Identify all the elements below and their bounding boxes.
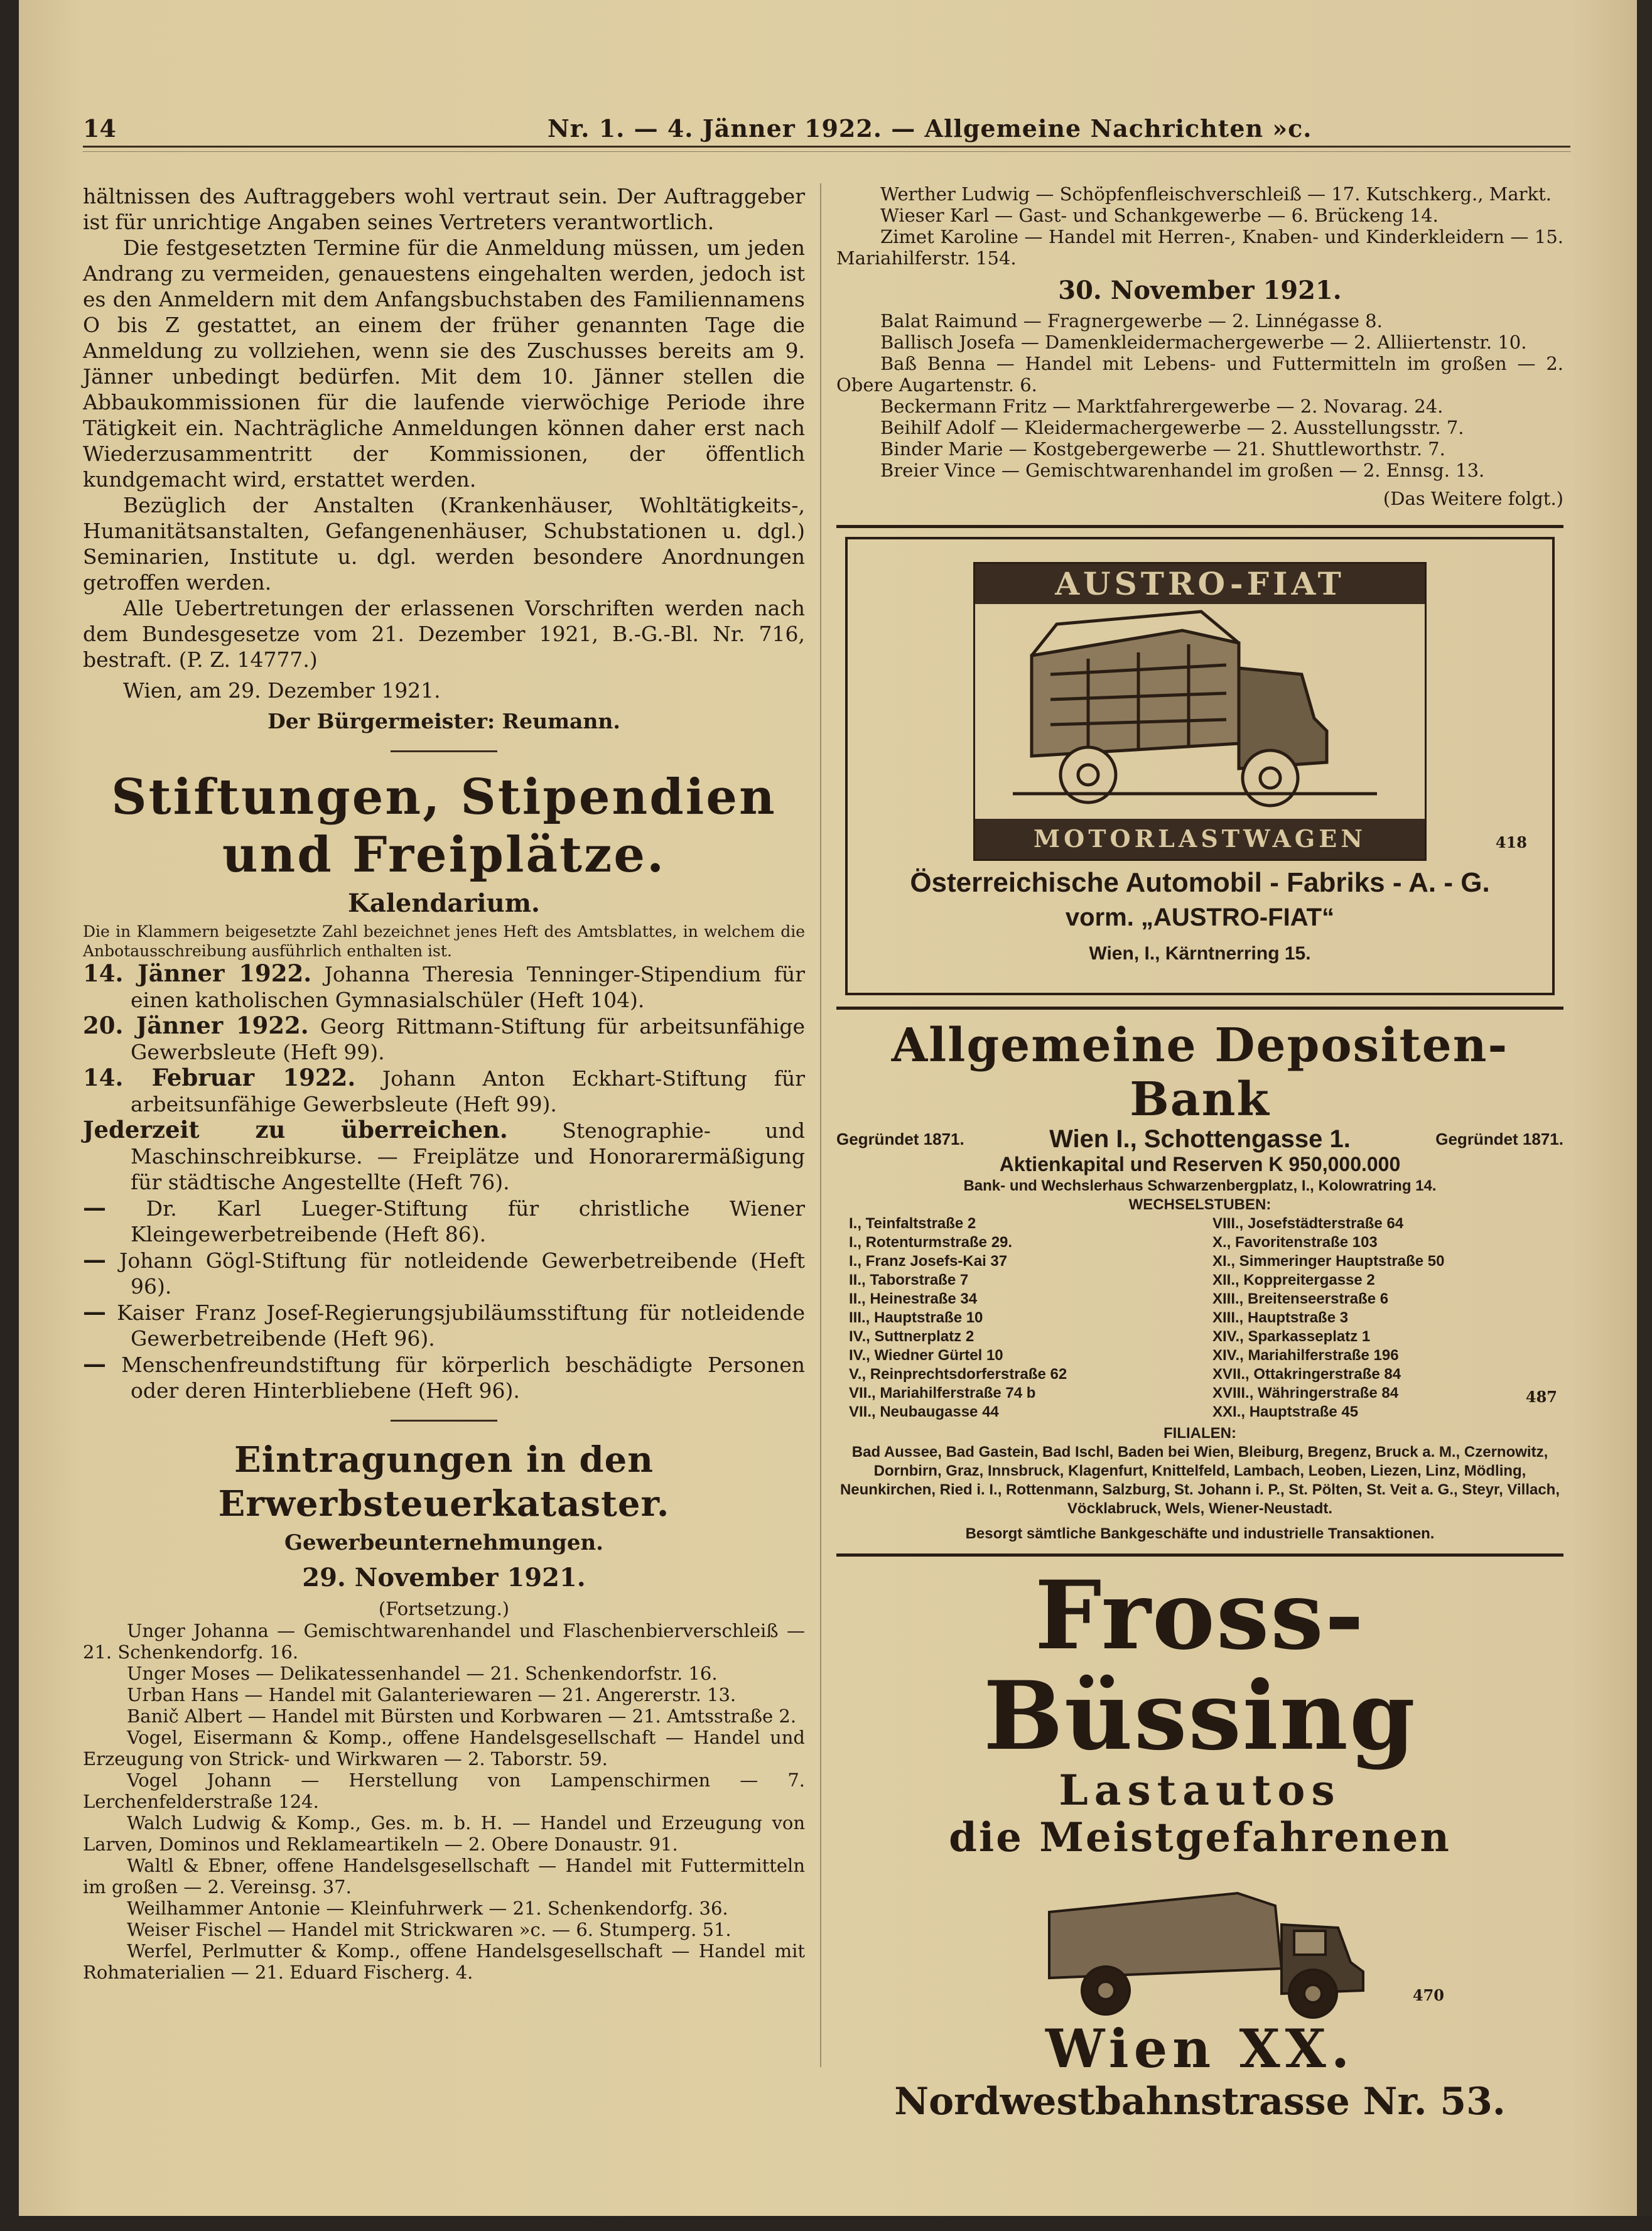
fiat-company: Österreichische Automobil - Fabriks - A. - G. xyxy=(910,867,1490,898)
register-entry: Zimet Karoline — Handel mit Herren-, Knaben- und Kinderkleidern — 15. Mariahilferstr. 154. xyxy=(836,226,1563,269)
wechselstuben-right xyxy=(1200,1214,1563,1422)
entry-text: Kaiser Franz Josef-Regierungsjubiläumsstiftung für notleidende Gewerbetreibende (Heft 96). xyxy=(117,1300,805,1351)
kalendarium-entry xyxy=(83,1299,805,1351)
fiat-brand-band: AUSTRO-FIAT xyxy=(975,564,1425,604)
filialen-list: Bad Aussee, Bad Gastein, Bad Ischl, Baden bei Wien, Bleiburg, Bregenz, Bruck a. M., Czernowitz, Dornbirn, Graz, Innsbruck, Klagenfurt, Knittelfeld, Lambach, Leoben, Liezen, Linz, Mödling, Neunkirchen, Ried i. I., Rottenmann, Salzburg, St. Johann i. P., St. Pölten, St. Veit a. G., Steyr, Villach, Vöcklabruck, Wels, Wiener-Neustadt. xyxy=(839,1444,1560,1517)
bank-founded-right: Gegründet 1871. xyxy=(1435,1130,1563,1148)
register-entry: Vogel Johann — Herstellung von Lampenschirmen — 7. Lerchenfelderstraße 124. xyxy=(83,1769,805,1812)
place-date: Wien, am 29. Dezember 1921. xyxy=(123,678,441,703)
entry-text: Johanna Theresia Tenninger-Stipendium für einen katholischen Gymnasialschüler (Heft 104). xyxy=(131,962,805,1012)
scan-border-left xyxy=(0,0,19,2231)
entry-date: Jederzeit zu überreichen. xyxy=(83,1116,508,1143)
truck-illustration-icon xyxy=(975,605,1421,819)
register-entry: Waltl & Ebner, offene Handelsgesellschaft — Handel mit Futtermitteln im großen — 2. Vereinsg. 37. xyxy=(83,1855,805,1898)
wechselstube-item: XIV., Sparkasseplatz 1 xyxy=(1212,1328,1371,1345)
register-list-top xyxy=(836,183,1563,269)
bank-address: Wien I., Schottengasse 1. xyxy=(1049,1125,1351,1153)
ad-number: 418 xyxy=(1495,833,1527,851)
wechselstube-item: XII., Koppreitergasse 2 xyxy=(1212,1272,1375,1288)
kalendarium-entry xyxy=(83,1351,805,1403)
register-entry: Beihilf Adolf — Kleidermachergewerbe — 2. Ausstellungsstr. 7. xyxy=(880,417,1464,438)
fross-title: Fross-Büssing xyxy=(983,1560,1417,1771)
wechselstube-item: IV., Suttnerplatz 2 xyxy=(849,1328,974,1345)
stiftungen-heading: Stiftungen, Stipendien und Freiplätze. xyxy=(111,769,777,883)
wechselstube-item: XXI., Hauptstraße 45 xyxy=(1212,1403,1359,1420)
wechselstube-item: XI., Simmeringer Hauptstraße 50 xyxy=(1212,1253,1445,1270)
kalendarium-heading: Kalendarium. xyxy=(348,889,540,918)
fross-city: Wien XX. xyxy=(1045,2018,1355,2080)
column-divider xyxy=(820,183,821,2067)
left-column xyxy=(83,183,805,1983)
register-entry: Werfel, Perlmutter & Komp., offene Handelsgesellschaft — Handel mit Rohmaterialien — 21. Eduard Fischerg. 4. xyxy=(83,1940,805,1983)
wechselstube-item: VII., Mariahilferstraße 74 b xyxy=(849,1385,1036,1402)
entry-text: Dr. Karl Lueger-Stiftung für christliche Wiener Kleingewerbetreibende (Heft 86). xyxy=(131,1196,805,1246)
kalendarium-note: Die in Klammern beigesetzte Zahl bezeichnet jenes Heft des Amtsblattes, in welchem die Anbotausschreibung ausführlich enthalten ist. xyxy=(83,922,805,960)
wechselstuben-list xyxy=(836,1214,1563,1422)
right-column xyxy=(836,183,1563,2124)
wechselstube-item: XVII., Ottakringerstraße 84 xyxy=(1212,1366,1401,1383)
register-entry: Urban Hans — Handel mit Galanteriewaren — 21. Angererstr. 13. xyxy=(127,1684,737,1705)
date-heading-29: 29. November 1921. xyxy=(302,1563,586,1592)
wechselstuben-left xyxy=(836,1214,1200,1422)
truck-photo-icon xyxy=(1012,1868,1388,2019)
register-entry: Werther Ludwig — Schöpfenfleischverschleiß — 17. Kutschkerg., Markt. xyxy=(880,183,1552,205)
kalendarium-entry xyxy=(83,1065,805,1117)
running-title: Nr. 1. — 4. Jänner 1922. — Allgemeine Nachrichten »c. xyxy=(548,114,1312,143)
register-entry: Baß Benna — Handel mit Lebens- und Futtermitteln im großen — 2. Obere Augartenstr. 6. xyxy=(836,353,1563,396)
signature: Der Bürgermeister: Reumann. xyxy=(267,709,620,733)
scan-border-bottom xyxy=(0,2216,1652,2231)
wechselstube-item: IV., Wiedner Gürtel 10 xyxy=(849,1347,1003,1364)
fross-lastautos: Lastautos xyxy=(1059,1766,1341,1815)
bank-address-line xyxy=(836,1126,1563,1152)
entry-text: Johann Anton Eckhart-Stiftung für arbeitsunfähige Gewerbsleute (Heft 99). xyxy=(131,1066,805,1116)
ad-rule xyxy=(836,1553,1563,1557)
entry-date: 14. Februar 1922. xyxy=(83,1064,356,1091)
page-number: 14 xyxy=(83,114,116,143)
register-entry: Beckermann Fritz — Marktfahrergewerbe — 2. Novarag. 24. xyxy=(880,396,1444,417)
ad-number: 470 xyxy=(1412,1986,1444,2004)
register-entry: Wieser Karl — Gast- und Schankgewerbe — 6. Brückeng 14. xyxy=(880,205,1439,226)
wechselstube-item: VIII., Josefstädterstraße 64 xyxy=(1212,1215,1404,1232)
entry-text: Stenographie- und Maschinschreibkurse. — Freiplätze und Honorarermäßigung für städtische Angestellte (Heft 76). xyxy=(131,1118,805,1194)
register-entry: Breier Vince — Gemischtwarenhandel im großen — 2. Ennsg. 13. xyxy=(880,460,1485,481)
kalendarium-entry xyxy=(83,1013,805,1065)
wechselstuben-title: WECHSELSTUBEN: xyxy=(1128,1196,1271,1213)
register-entry: Balat Raimund — Fragnergewerbe — 2. Linnégasse 8. xyxy=(880,310,1383,332)
entry-date: 20. Jänner 1922. xyxy=(83,1012,309,1039)
kalendarium-entry xyxy=(83,1117,805,1195)
entry-date: 14. Jänner 1922. xyxy=(83,959,312,987)
entry-date: — xyxy=(83,1350,106,1378)
date-heading-30: 30. November 1921. xyxy=(1058,276,1342,305)
register-entry: Weilhammer Antonie — Kleinfuhrwerk — 21. Schenkendorfg. 36. xyxy=(127,1898,728,1919)
fross-meistgefahrenen: die Meistgefahrenen xyxy=(949,1814,1451,1861)
wechselstube-item: V., Reinprechtsdorferstraße 62 xyxy=(849,1366,1067,1383)
wechselstube-item: XIV., Mariahilferstraße 196 xyxy=(1212,1347,1399,1364)
bank-name: Allgemeine Depositen-Bank xyxy=(891,1018,1509,1126)
intro-paragraph: Alle Uebertretungen der erlassenen Vorschriften werden nach dem Bundesgesetze vom 21. Dezember 1921, B.-G.-Bl. Nr. 716, bestraft. (P. Z. 14777.) xyxy=(83,596,805,672)
register-entry: Unger Johanna — Gemischtwarenhandel und Flaschenbierverschleiß — 21. Schenkendorfg. 16. xyxy=(83,1620,805,1663)
kalendarium-entry xyxy=(83,961,805,1013)
scan-border-right xyxy=(1637,0,1652,2231)
fortsetzung: (Fortsetzung.) xyxy=(378,1598,510,1619)
wechselstube-item: I., Rotenturmstraße 29. xyxy=(849,1234,1013,1251)
fiat-bottom-band: MOTORLASTWAGEN xyxy=(975,819,1425,859)
kalendarium-list xyxy=(83,961,805,1403)
wechselstube-item: XIII., Hauptstraße 3 xyxy=(1212,1309,1349,1326)
wechselstube-item: I., Franz Josefs-Kai 37 xyxy=(849,1253,1008,1270)
entry-date: — xyxy=(83,1298,106,1326)
register-list-29 xyxy=(83,1620,805,1983)
wechselstube-item: II., Heinestraße 34 xyxy=(849,1290,978,1307)
header-rule xyxy=(83,146,1570,152)
austro-fiat-ad xyxy=(845,537,1555,995)
register-entry: Unger Moses — Delikatessenhandel — 21. Schenkendorfstr. 16. xyxy=(127,1663,718,1684)
gewerbe-heading: Gewerbeunternehmungen. xyxy=(284,1530,604,1555)
fiat-illustration-frame xyxy=(973,562,1427,861)
continued-note: (Das Weitere folgt.) xyxy=(1383,488,1563,509)
wechselstube-item: II., Taborstraße 7 xyxy=(849,1272,969,1288)
wechselstube-item: III., Hauptstraße 10 xyxy=(849,1309,983,1326)
wechselstube-item: I., Teinfaltstraße 2 xyxy=(849,1215,976,1232)
entry-text: Menschenfreundstiftung für körperlich beschädigte Personen oder deren Hinterbliebene (Heft 96). xyxy=(121,1353,805,1403)
bank-founded-left: Gegründet 1871. xyxy=(836,1130,964,1148)
register-list-30 xyxy=(836,310,1563,481)
intro-paragraph: Die festgesetzten Termine für die Anmeldung müssen, um jeden Andrang zu vermeiden, genauestens eingehalten werden, jedoch ist es den Anmeldern mit dem Anfangsbuchstaben des Familiennamens O bis Z gestattet, an einem der früher genannten Tage die Anmeldung zu vollziehen, wenn sie des Zuschusses bereits am 9. Jänner unbedingt bedürfen. Mit dem 10. Jänner stellen die Abbaukommissionen für die laufende vierwöchige Periode ihre Tätigkeit ein. Nachträgliche Anmeldungen können daher erst nach Wiederzusammentritt der Kommissionen, der öffentlich kundgemacht wird, erstattet werden. xyxy=(83,235,805,492)
fiat-vorm: vorm. „AUSTRO-FIAT“ xyxy=(1065,904,1335,931)
ad-rule xyxy=(836,1007,1563,1010)
bank-capital: Aktienkapital und Reserven K 950,000.000 xyxy=(999,1153,1401,1175)
entry-date: — xyxy=(83,1246,106,1273)
register-entry: Banič Albert — Handel mit Bürsten und Korbwaren — 21. Amtsstraße 2. xyxy=(127,1705,797,1727)
register-entry: Binder Marie — Kostgebergewerbe — 21. Shuttleworthstr. 7. xyxy=(880,438,1445,460)
fross-buessing-ad xyxy=(836,1560,1563,2124)
register-entry: Vogel, Eisermann & Komp., offene Handelsgesellschaft — Handel und Erzeugung von Strick- und Wirkwaren — 2. Taborstr. 59. xyxy=(83,1727,805,1769)
entry-text: Georg Rittmann-Stiftung für arbeitsunfähige Gewerbsleute (Heft 99). xyxy=(131,1014,805,1064)
kataster-heading: Eintragungen in den Erwerbsteuerkataster. xyxy=(218,1439,670,1525)
register-entry: Walch Ludwig & Komp., Ges. m. b. H. — Handel und Erzeugung von Larven, Dominos und Reklameartikeln — 2. Obere Donaustr. 91. xyxy=(83,1812,805,1855)
register-entry: Weiser Fischel — Handel mit Strickwaren »c. — 6. Stumperg. 51. xyxy=(127,1919,732,1940)
intro-paragraph: Bezüglich der Anstalten (Krankenhäuser, Wohltätigkeits-, Humanitätsanstalten, Gefangenenhäuser, Schubstationen u. dgl.) Seminarien, Institute u. dgl. werden besondere Anordnungen getroffen werden. xyxy=(83,493,805,595)
fiat-address: Wien, I., Kärntnerring 15. xyxy=(1089,943,1311,964)
bank-branch-line: Bank- und Wechslerhaus Schwarzenbergplatz, I., Kolowratring 14. xyxy=(963,1177,1437,1194)
depositen-bank-ad xyxy=(836,1018,1563,1543)
section-rule xyxy=(391,1420,497,1422)
wechselstube-item: VII., Neubaugasse 44 xyxy=(849,1403,999,1420)
filialen-title: FILIALEN: xyxy=(1163,1425,1236,1442)
entry-date: — xyxy=(83,1194,106,1221)
ad-rule xyxy=(836,525,1563,528)
bank-closing: Besorgt sämtliche Bankgeschäfte und industrielle Transaktionen. xyxy=(965,1525,1435,1542)
register-entry: Ballisch Josefa — Damenkleidermachergewerbe — 2. Alliiertenstr. 10. xyxy=(880,332,1527,353)
fross-street: Nordwestbahnstrasse Nr. 53. xyxy=(894,2080,1506,2124)
section-rule xyxy=(391,750,497,752)
kalendarium-entry xyxy=(83,1195,805,1247)
intro-paragraph: hältnissen des Auftraggebers wohl vertraut sein. Der Auftraggeber ist für unrichtige Angaben seines Vertreters verantwortlich. xyxy=(83,184,805,234)
kalendarium-entry xyxy=(83,1247,805,1299)
wechselstube-item: XIII., Breitenseerstraße 6 xyxy=(1212,1290,1389,1307)
wechselstube-item: XVIII., Währingerstraße 84 xyxy=(1212,1385,1399,1402)
wechselstube-item: X., Favoritenstraße 103 xyxy=(1212,1234,1378,1251)
ad-number: 487 xyxy=(1525,1388,1557,1406)
entry-text: Johann Gögl-Stiftung für notleidende Gewerbetreibende (Heft 96). xyxy=(119,1248,805,1299)
